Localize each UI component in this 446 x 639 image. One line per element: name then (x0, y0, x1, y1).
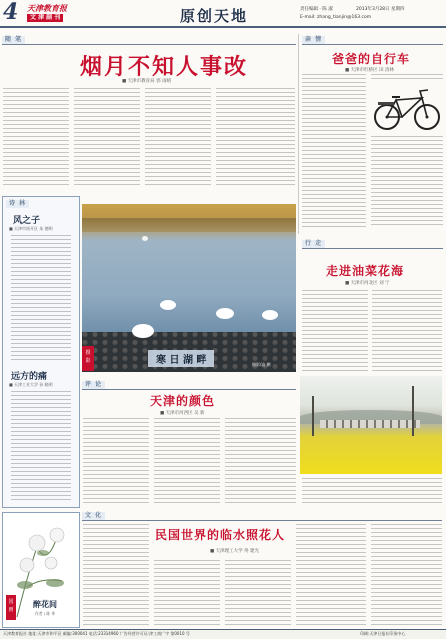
travel-body-col-1 (302, 290, 368, 372)
essay-byline: ■ 天津市教育局 郭 雨晴 (122, 79, 172, 84)
painting-caption: 醉花间 (33, 599, 57, 609)
photo-tag-line-1: 摄 (85, 350, 91, 356)
far-shore (82, 218, 296, 232)
travel-title: 走进油菜花海 (326, 264, 405, 278)
travel-tag-rule (302, 248, 443, 249)
supplement-label: 文 津 副 刊 (27, 14, 63, 22)
culture-body-intro (83, 524, 149, 626)
poem-2-text (11, 391, 71, 501)
color-body-col-1 (83, 418, 149, 506)
culture-body-col-3 (225, 560, 291, 626)
photo-tag-line-2: 影 (85, 358, 91, 364)
poem-1-text (11, 235, 71, 363)
column-divider-top (298, 34, 299, 234)
culture-body-col-5 (371, 524, 442, 626)
painting-tag (6, 595, 16, 620)
painting-author: 作者 / 陈 华 (35, 611, 56, 616)
photo-tag (82, 346, 94, 371)
essay-body-col-2 (74, 88, 140, 188)
culture-tag-rule (82, 520, 442, 521)
poetry-sidebar (2, 196, 80, 508)
color-body-col-4 (302, 478, 442, 506)
essay-section-tag: 随 笔 (2, 36, 25, 44)
editor-label: 责任编辑 · 陈 淑 (300, 7, 333, 12)
essay-tag-rule (2, 44, 296, 45)
tree-1 (312, 396, 314, 436)
footer-right-text: 印刷:天津日报社印务中心 (360, 631, 406, 636)
poetry-section-tag: 诗 林 (6, 200, 29, 208)
essay-title: 烟月不知人事改 (80, 54, 249, 80)
bicycle-byline: ■ 天津市红桥区 田 清林 (345, 68, 395, 73)
bicycle-illustration (372, 84, 442, 132)
culture-section-tag: 文 化 (82, 512, 105, 520)
painting-tag-line-2: 画 (8, 607, 14, 613)
tree-2 (412, 386, 414, 436)
culture-body-col-2 (154, 560, 220, 626)
color-section-tag: 评 论 (82, 381, 105, 389)
gull-1 (142, 236, 148, 241)
photo-caption: 寒 日 湖 畔 (148, 350, 214, 367)
email-address: E-mail: zhang_tianjin@163.com (300, 15, 372, 20)
page-number: 4 (3, 0, 19, 25)
newspaper-name: 天津教育报 (27, 3, 67, 13)
issue-date: 2013年3月28日 星期四 (356, 7, 405, 12)
travel-section-tag: 行 走 (302, 240, 325, 248)
color-body-col-2 (154, 418, 220, 506)
gull-5 (262, 310, 278, 320)
poem-2-byline: ■ 天津工业大学 孙 晓明 (9, 382, 53, 387)
color-title: 天津的颜色 (150, 394, 216, 408)
culture-title: 民国世界的临水照花人 (155, 528, 286, 542)
village-houses (320, 420, 420, 428)
bicycle-body-col-2-upper (371, 74, 443, 82)
painting-box (2, 512, 80, 628)
rapeseed-photo (300, 376, 442, 474)
footer-left-text: 天津教育报社 地址:天津市和平区 邮编:300041 电话:23314960 广告经营许可证:津工商广字 第0010 号 (3, 631, 190, 636)
gull-4 (216, 308, 234, 319)
travel-byline: ■ 天津市河北区 刘 宁 (345, 281, 390, 286)
lake-photo (82, 204, 296, 372)
section-title: 原创天地 (180, 7, 249, 25)
essay-body-col-1 (3, 88, 69, 188)
color-byline: ■ 天津市河西区 吴 新 (160, 411, 205, 416)
bicycle-body-col-2-lower (371, 136, 443, 228)
bicycle-body-col-1 (302, 74, 366, 228)
essay-body-col-4 (216, 88, 295, 188)
culture-byline: ■ 天津理工大学 佟 建光 (210, 549, 260, 554)
color-tag-rule (82, 389, 296, 390)
bicycle-tag-rule (302, 44, 443, 45)
travel-body-col-2 (372, 290, 442, 372)
masthead (0, 0, 446, 28)
poem-1-byline: ■ 天津市南开区 朱 德明 (9, 226, 53, 231)
poem-2-title: 远方的痛 (11, 372, 48, 382)
bicycle-section-tag: 亲 情 (302, 36, 325, 44)
essay-body-col-3 (145, 88, 211, 188)
photo-credit: 摄影/高 鹏 (252, 362, 271, 367)
color-body-col-3 (225, 418, 296, 506)
gull-3 (132, 324, 154, 338)
painting-tag-line-1: 国 (8, 599, 14, 605)
culture-body-col-4 (296, 524, 366, 626)
gull-2 (160, 300, 176, 310)
bicycle-title: 爸爸的自行车 (332, 52, 411, 66)
poem-1-title: 风之子 (13, 216, 41, 226)
